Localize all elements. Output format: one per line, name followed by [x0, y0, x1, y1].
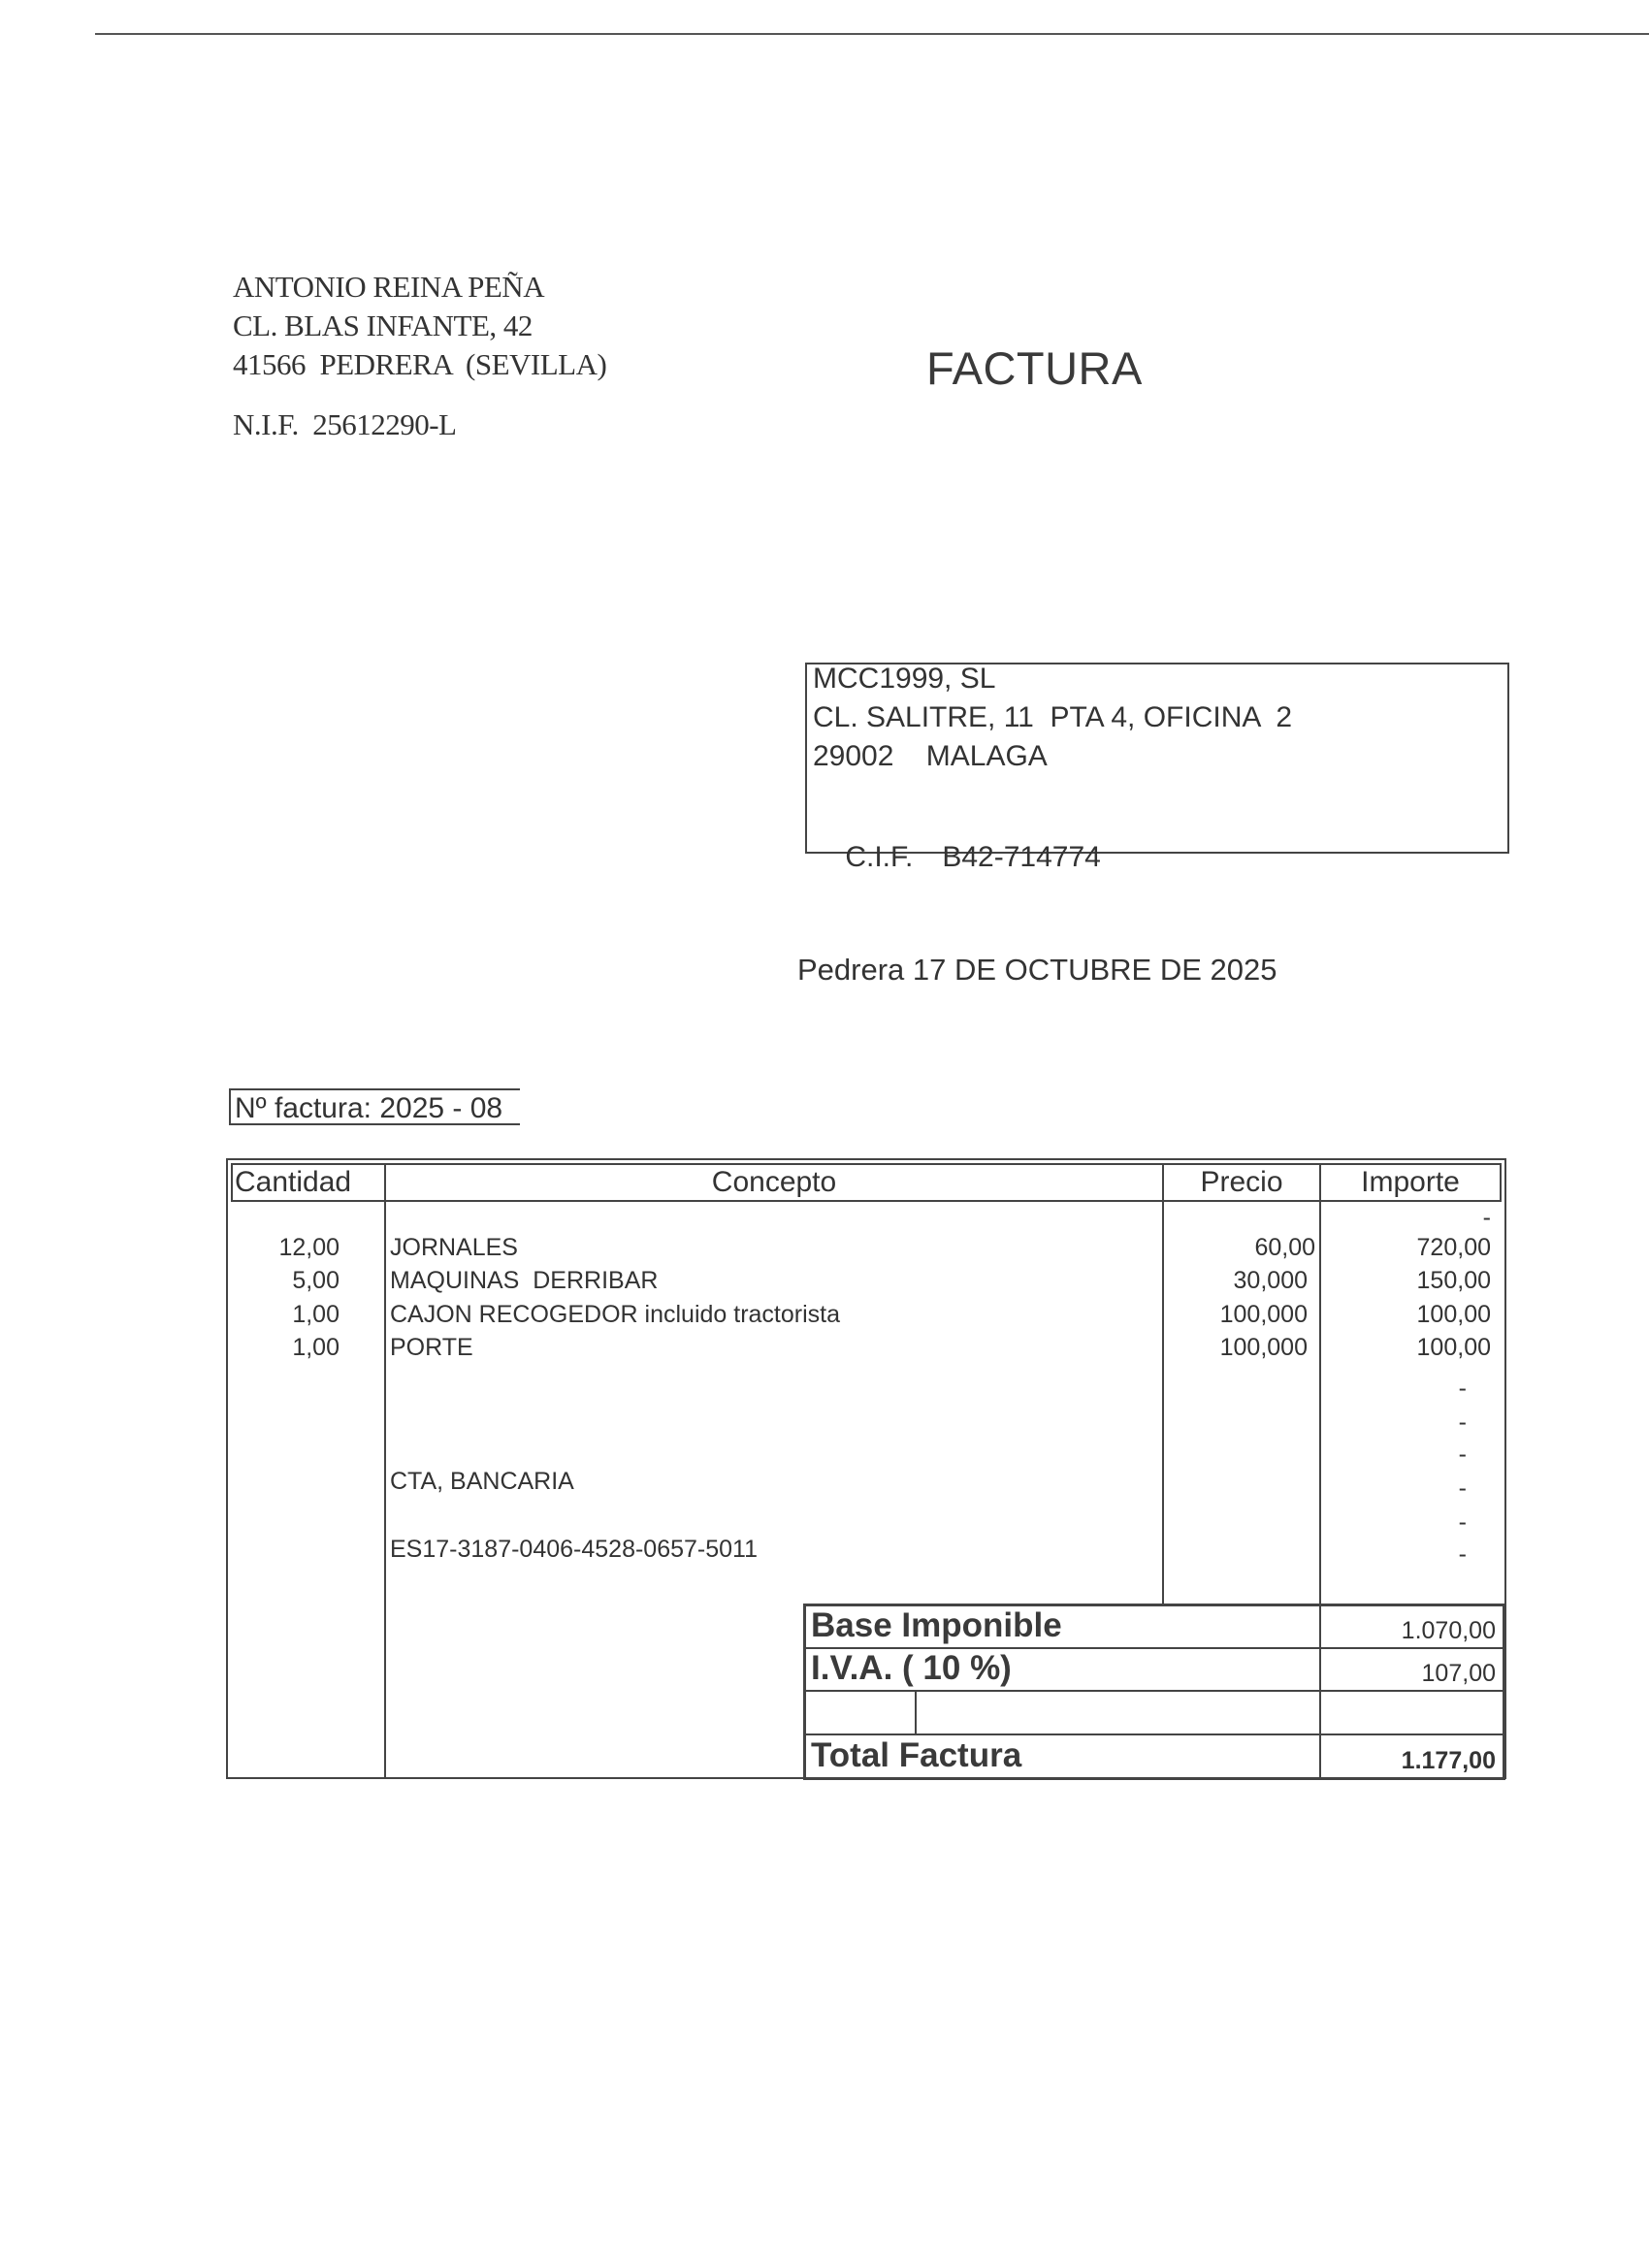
- row-2-amount: 150,00: [1416, 1267, 1491, 1294]
- client-cif-label: C.I.F.: [845, 841, 914, 873]
- header-price: Precio: [1200, 1166, 1283, 1198]
- row-2-concept: MAQUINAS DERRIBAR: [390, 1267, 659, 1294]
- row-4-concept: PORTE: [390, 1334, 473, 1361]
- row-3-amount: 100,00: [1416, 1301, 1491, 1328]
- client-cif: [813, 808, 1101, 907]
- header-inner-right: [1500, 1163, 1502, 1202]
- row-1-quantity: 12,00: [278, 1234, 340, 1261]
- empty-amount-5: -: [1458, 1508, 1467, 1536]
- client-name: MCC1999, SL: [813, 663, 996, 695]
- row-4-amount: 100,00: [1416, 1334, 1491, 1361]
- vat-value: 107,00: [1421, 1660, 1496, 1687]
- client-cif-value: B42-714774: [942, 841, 1101, 873]
- top-rule: [95, 33, 1649, 35]
- row-4-quantity: 1,00: [292, 1334, 340, 1361]
- row-3-quantity: 1,00: [292, 1301, 340, 1328]
- empty-amount-3: -: [1458, 1441, 1467, 1468]
- col-divider-2: [1162, 1163, 1164, 1604]
- col-divider-1: [384, 1163, 386, 1779]
- row-1-price: 60,00: [1254, 1234, 1315, 1261]
- sender-address: CL. BLAS INFANTE, 42: [233, 308, 533, 342]
- header-concept: Concepto: [711, 1166, 837, 1198]
- totals-col-divider: [1319, 1604, 1321, 1780]
- empty-amount-4: -: [1458, 1474, 1467, 1502]
- row-2-price: 30,000: [1233, 1267, 1308, 1294]
- row-3-price: 100,000: [1219, 1301, 1308, 1328]
- client-city: 29002 MALAGA: [813, 740, 1048, 772]
- row-2-quantity: 5,00: [292, 1267, 340, 1294]
- header-amount: Importe: [1361, 1166, 1460, 1198]
- empty-amount-6: -: [1458, 1540, 1467, 1568]
- row-3-concept: CAJON RECOGEDOR incluido tractorista: [390, 1301, 841, 1328]
- header-inner-left: [231, 1163, 233, 1202]
- totals-row-line-3: [803, 1733, 1505, 1735]
- bank-iban: ES17-3187-0406-4528-0657-5011: [390, 1536, 759, 1563]
- empty-amount-2: -: [1458, 1409, 1467, 1436]
- total-label: Total Factura: [811, 1736, 1022, 1774]
- sender-name: ANTONIO REINA PEÑA: [233, 270, 545, 304]
- totals-row-line-2: [803, 1690, 1505, 1692]
- header-quantity: Cantidad: [235, 1166, 352, 1198]
- document-title: FACTURA: [926, 342, 1143, 394]
- base-label: Base Imponible: [811, 1606, 1062, 1644]
- vat-label: I.V.A. ( 10 %): [811, 1649, 1012, 1687]
- row-4-price: 100,000: [1219, 1334, 1308, 1361]
- empty-amount-1: -: [1458, 1375, 1467, 1402]
- totals-sub-divider: [915, 1690, 917, 1734]
- client-box: [805, 663, 1509, 873]
- bank-label: CTA, BANCARIA: [390, 1468, 574, 1495]
- row-1-concept: JORNALES: [390, 1234, 518, 1261]
- amount-dash-top: -: [1482, 1204, 1491, 1231]
- base-value: 1.070,00: [1401, 1617, 1496, 1644]
- sender-nif: N.I.F. 25612290-L: [233, 407, 457, 441]
- sender-block: [233, 268, 606, 444]
- client-address: CL. SALITRE, 11 PTA 4, OFICINA 2: [813, 701, 1293, 733]
- sender-city: 41566 PEDRERA (SEVILLA): [233, 347, 607, 381]
- total-value: 1.177,00: [1401, 1747, 1496, 1774]
- invoice-number: Nº factura: 2025 - 08: [229, 1088, 520, 1125]
- row-1-amount: 720,00: [1416, 1234, 1491, 1261]
- date-line: Pedrera 17 DE OCTUBRE DE 2025: [797, 953, 1277, 987]
